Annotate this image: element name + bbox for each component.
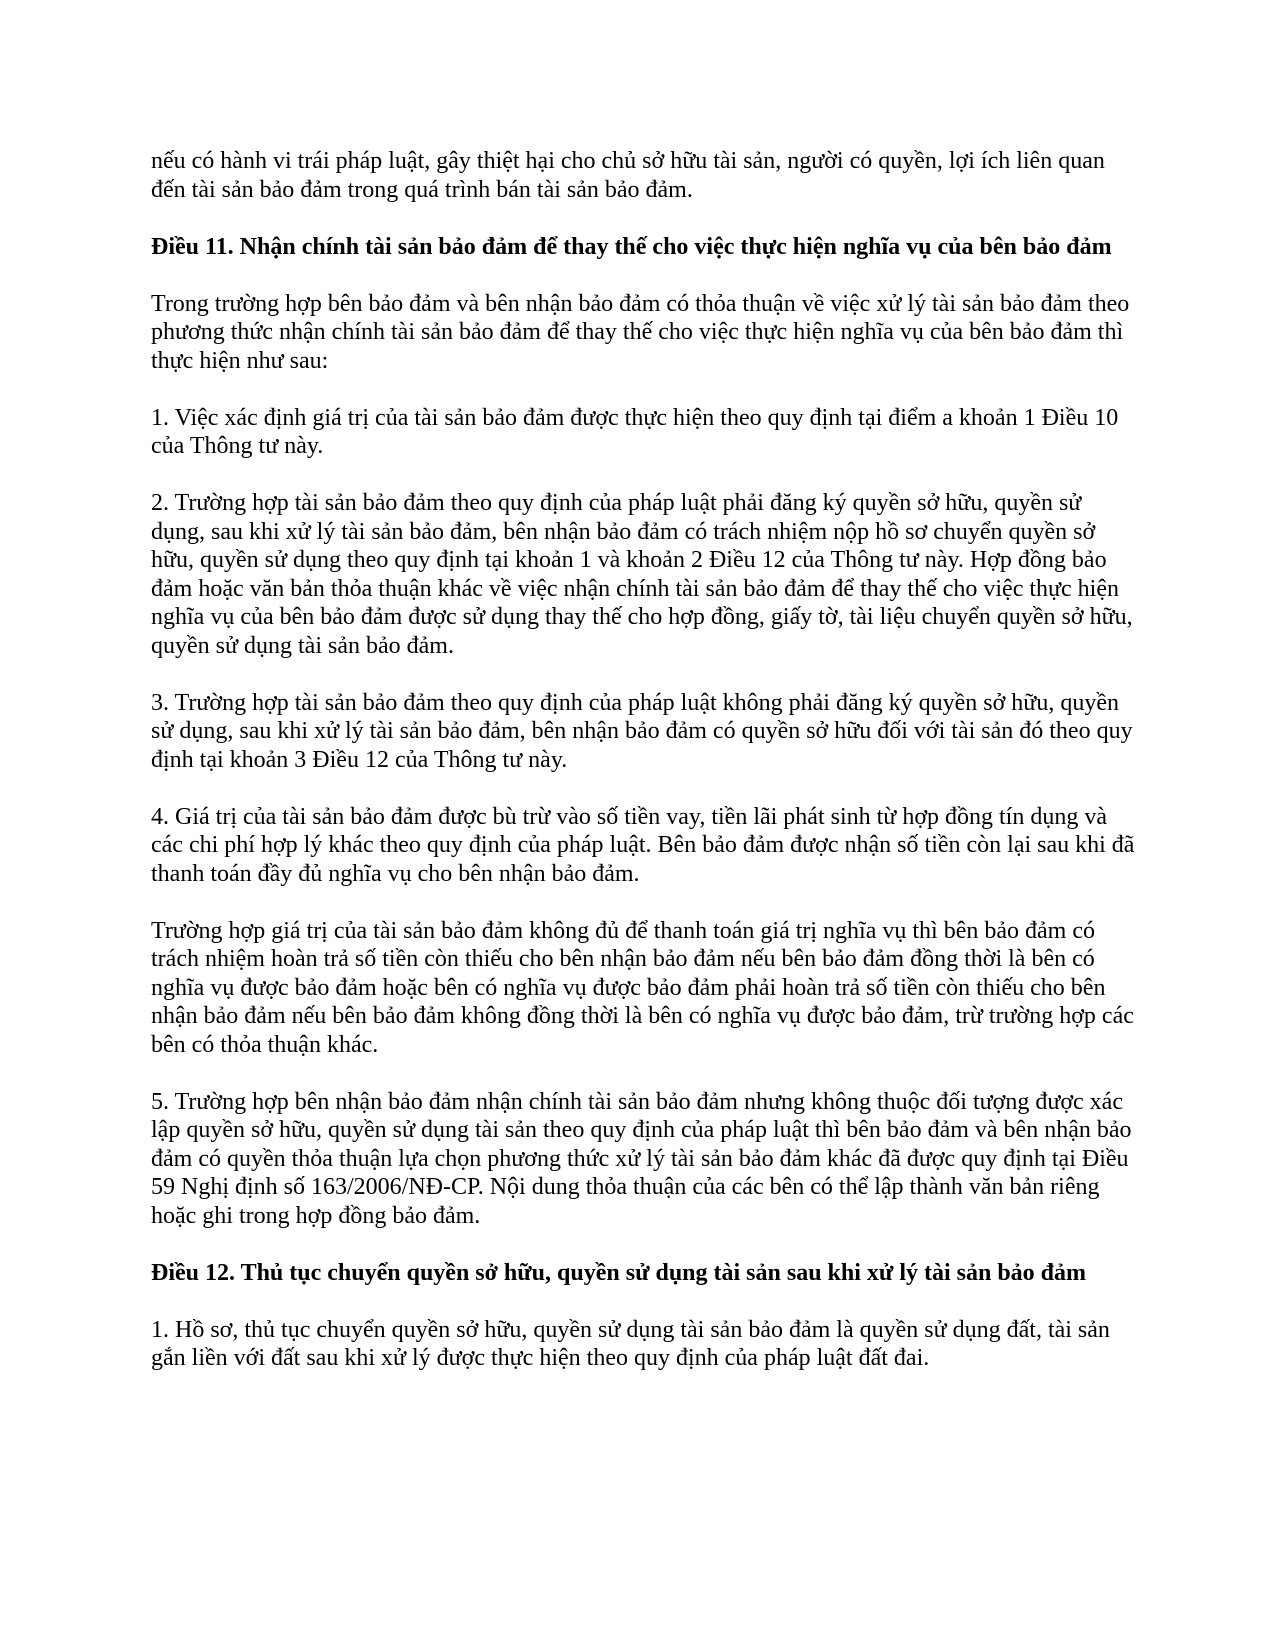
paragraph-article-11-clause-3: 3. Trường hợp tài sản bảo đảm theo quy định của pháp luật không phải đăng ký quyền sở hữu, quyền sử dụng, sau khi xử lý tài sản bảo đảm, bên nhận bảo đảm có quyền sở hữu đối với tài sản đó theo quy định tại khoản 3 Điều 12 của Thông tư này. xyxy=(151,689,1133,773)
document-body xyxy=(151,147,1136,1401)
paragraph-article-11-clause-5: 5. Trường hợp bên nhận bảo đảm nhận chính tài sản bảo đảm nhưng không thuộc đối tượng được xác lập quyền sở hữu, quyền sử dụng tài sản theo quy định của pháp luật thì bên bảo đảm và bên nhận bảo đảm có quyền thỏa thuận lựa chọn phương thức xử lý tài sản bảo đảm khác đã được quy định tại Điều 59 Nghị định số 163/2006/NĐ-CP. Nội dung thỏa thuận của các bên có thể lập thành văn bản riêng hoặc ghi trong hợp đồng bảo đảm. xyxy=(151,1088,1132,1229)
paragraph-article-11-clause-2: 2. Trường hợp tài sản bảo đảm theo quy định của pháp luật phải đăng ký quyền sở hữu, quyền sử dụng, sau khi xử lý tài sản bảo đảm, bên nhận bảo đảm có trách nhiệm nộp hồ sơ chuyển quyền sở hữu, quyền sử dụng theo quy định tại khoản 1 và khoản 2 Điều 12 của Thông tư này. Hợp đồng bảo đảm hoặc văn bản thỏa thuận khác về việc nhận chính tài sản bảo đảm để thay thế cho việc thực hiện nghĩa vụ của bên bảo đảm được sử dụng thay thế cho hợp đồng, giấy tờ, tài liệu chuyển quyền sở hữu, quyền sử dụng tài sản bảo đảm. xyxy=(151,490,1133,659)
paragraph-article-11-clause-1: 1. Việc xác định giá trị của tài sản bảo đảm được thực hiện theo quy định tại điểm a khoản 1 Điều 10 của Thông tư này. xyxy=(151,404,1119,459)
paragraph-continuation: nếu có hành vi trái pháp luật, gây thiệt hại cho chủ sở hữu tài sản, người có quyền, lợi ích liên quan đến tài sản bảo đảm trong quá trình bán tài sản bảo đảm. xyxy=(151,148,1105,203)
paragraph-article-11-intro: Trong trường hợp bên bảo đảm và bên nhận bảo đảm có thỏa thuận về việc xử lý tài sản bảo đảm theo phương thức nhận chính tài sản bảo đảm để thay thế cho việc thực hiện nghĩa vụ của bên bảo đảm thì thực hiện như sau: xyxy=(151,290,1130,374)
heading-article-12: Điều 12. Thủ tục chuyển quyền sở hữu, quyền sử dụng tài sản sau khi xử lý tài sản bảo đảm xyxy=(151,1259,1087,1286)
paragraph-article-11-clause-4-continued: Trường hợp giá trị của tài sản bảo đảm không đủ để thanh toán giá trị nghĩa vụ thì bên bảo đảm có trách nhiệm hoàn trả số tiền còn thiếu cho bên nhận bảo đảm nếu bên bảo đảm đồng thời là bên có nghĩa vụ được bảo đảm hoặc bên có nghĩa vụ được bảo đảm phải hoàn trả số tiền còn thiếu cho bên nhận bảo đảm nếu bên bảo đảm không đồng thời là bên có nghĩa vụ được bảo đảm, trừ trường hợp các bên có thỏa thuận khác. xyxy=(151,917,1134,1058)
heading-article-11: Điều 11. Nhận chính tài sản bảo đảm để thay thế cho việc thực hiện nghĩa vụ của bên bảo đảm xyxy=(151,233,1112,260)
paragraph-article-11-clause-4: 4. Giá trị của tài sản bảo đảm được bù trừ vào số tiền vay, tiền lãi phát sinh từ hợp đồng tín dụng và các chi phí hợp lý khác theo quy định của pháp luật. Bên bảo đảm được nhận số tiền còn lại sau khi đã thanh toán đầy đủ nghĩa vụ cho bên nhận bảo đảm. xyxy=(151,803,1135,887)
paragraph-article-12-clause-1: 1. Hồ sơ, thủ tục chuyển quyền sở hữu, quyền sử dụng tài sản bảo đảm là quyền sử dụng đất, tài sản gắn liền với đất sau khi xử lý được thực hiện theo quy định của pháp luật đất đai. xyxy=(151,1316,1110,1371)
